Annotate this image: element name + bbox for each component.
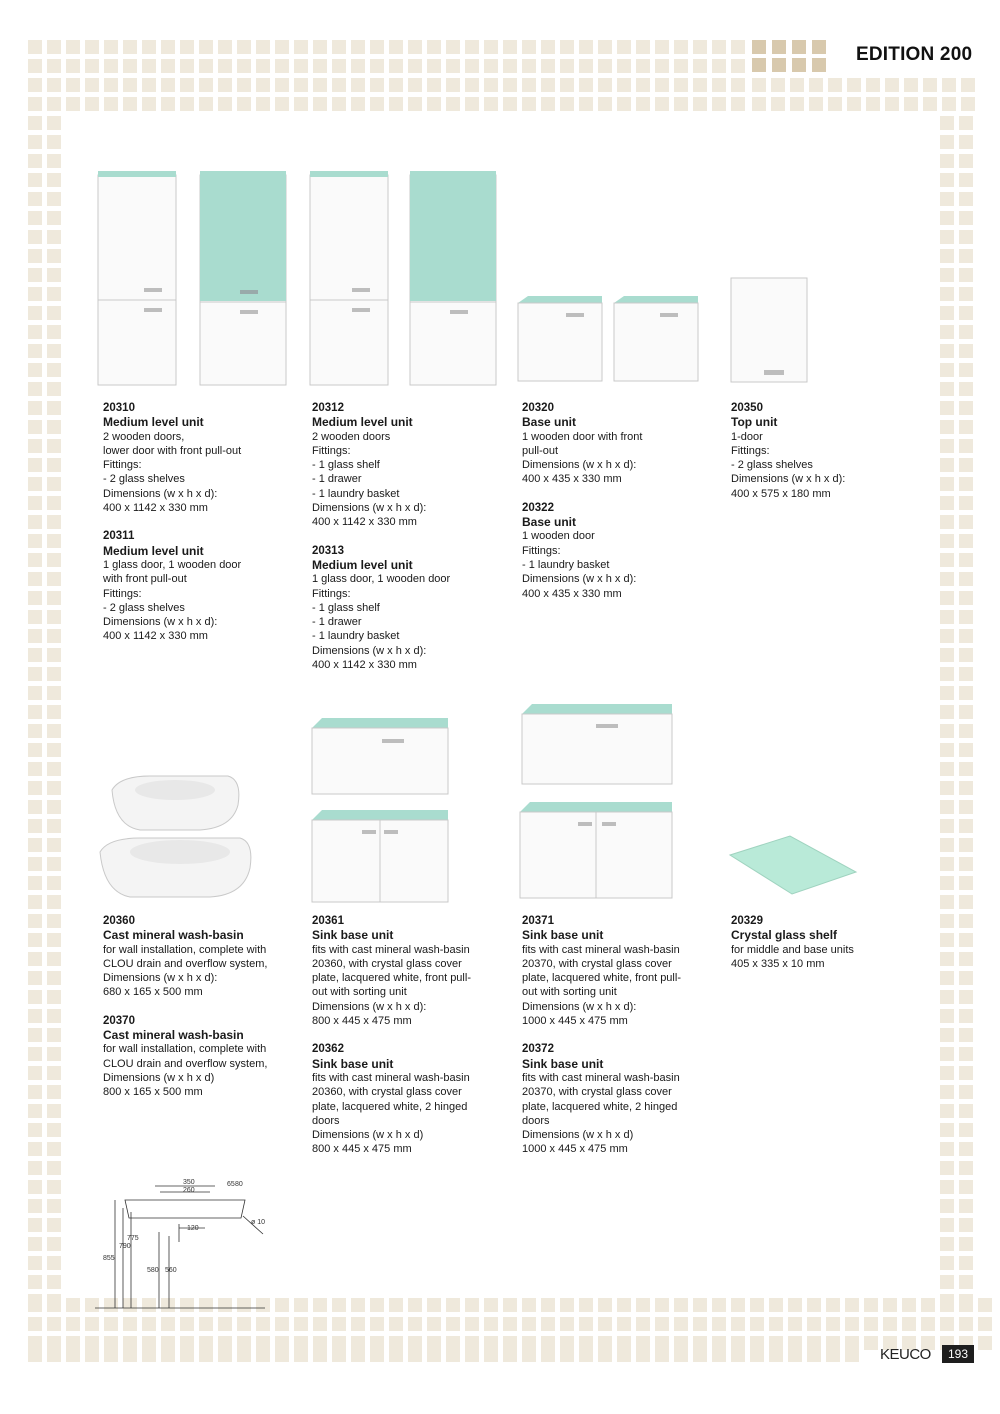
product-title: Base unit [522,415,577,430]
product-code: 20360 [103,915,135,927]
product-entry [522,501,642,601]
product-detail-line: 400 x 435 x 330 mm [522,473,622,486]
dim-80: 80 [235,1181,243,1188]
product-detail-line: 1 glass door, 1 wooden door [312,573,451,586]
product-entry [522,401,642,487]
product-detail-line: - 1 laundry basket [522,558,610,571]
product-entry [103,529,241,643]
product-detail-line: 1 glass door, 1 wooden door [103,558,242,571]
image-20360 [112,776,239,830]
product-detail-line: doors [522,1114,550,1127]
product-detail-line: 400 x 1142 x 330 mm [103,502,208,515]
product-detail-line: Dimensions (w x h x d): [522,459,637,472]
product-entry [312,914,471,1028]
product-detail-line: 20370, with crystal glass cover [522,1086,672,1099]
product-code: 20322 [522,501,554,514]
image-20312 [310,171,388,385]
image-20310 [98,171,176,385]
product-detail-line: for middle and base units [731,943,854,956]
product-code: 20361 [312,915,344,927]
column-2 [312,401,450,686]
product-detail-line: 400 x 1142 x 330 mm [103,630,208,643]
column-4 [731,401,845,515]
image-20370 [100,838,251,897]
product-detail-line: fits with cast mineral wash-basin [312,943,470,956]
dim-580: 580 [147,1267,159,1274]
product-detail-line: - 1 glass shelf [312,601,380,614]
image-20322 [614,296,698,381]
product-detail-line: 405 x 335 x 10 mm [731,957,825,970]
product-title: Crystal glass shelf [731,928,838,943]
product-code: 20362 [312,1043,344,1056]
product-detail-line: 2 wooden doors [312,430,391,443]
product-detail-line: 1-door [731,430,763,443]
product-title: Sink base unit [522,928,604,943]
product-detail-line: Dimensions (w x h x d): [312,644,427,657]
product-detail-line: Dimensions (w x h x d): [103,972,218,985]
product-entry [312,1042,471,1156]
product-detail-line: 800 x 165 x 500 mm [103,1086,203,1099]
dim-560: 560 [165,1267,177,1274]
product-detail-line: Fittings: [731,444,770,457]
product-entry [312,401,450,530]
product-code: 20350 [731,402,763,414]
product-title: Medium level unit [103,543,204,558]
image-20329 [730,836,856,894]
product-code: 20313 [312,544,344,557]
product-detail-line: - 1 drawer [312,616,362,629]
image-20350 [731,278,807,382]
product-detail-line: 1 wooden door [522,530,595,543]
column-6 [312,914,471,1171]
dim-260: 260 [183,1187,195,1194]
product-detail-line: Dimensions (w x h x d): [731,473,846,486]
product-entry [522,914,681,1028]
product-entry [103,914,267,1000]
column-5 [103,914,267,1114]
image-20311 [200,171,286,385]
product-code: 20320 [522,402,554,414]
product-detail-line: 400 x 575 x 180 mm [731,487,831,500]
brand-logo: KEUCO [880,1346,931,1363]
product-detail-line: plate, lacquered white, front pull- [312,972,471,985]
product-entry [103,401,241,515]
dim-790: 790 [119,1243,131,1250]
column-7 [522,914,681,1171]
column-3 [522,401,642,615]
product-code: 20329 [731,915,763,927]
product-detail-line: 20360, with crystal glass cover [312,957,462,970]
product-detail-line: - 2 glass shelves [103,473,185,486]
product-entry [312,544,450,673]
product-code: 20372 [522,1043,554,1056]
product-detail-line: - 2 glass shelves [103,601,185,614]
product-detail-line: Fittings: [103,587,142,600]
product-title: Top unit [731,415,778,430]
dim-diameter-10: ø 10 [251,1219,266,1226]
product-detail-line: Fittings: [312,444,351,457]
dim-65: 65 [227,1181,235,1188]
product-detail-line: Dimensions (w x h x d): [103,616,218,629]
product-detail-line: plate, lacquered white, 2 hinged [522,1100,678,1113]
product-detail-line: 1000 x 445 x 475 mm [522,1143,628,1156]
column-8 [731,914,854,985]
product-detail-line: plate, lacquered white, front pull- [522,972,681,985]
product-detail-line: fits with cast mineral wash-basin [312,1071,470,1084]
dim-855: 855 [103,1255,115,1262]
column-1 [103,401,241,658]
product-detail-line: Dimensions (w x h x d): [312,1000,427,1013]
product-title: Sink base unit [522,1056,604,1071]
product-detail-line: Fittings: [522,544,561,557]
product-detail-line: 800 x 445 x 475 mm [312,1143,412,1156]
product-detail-line: Dimensions (w x h x d) [522,1129,634,1142]
product-detail-line: 400 x 1142 x 330 mm [312,516,417,529]
product-entry [103,1014,267,1100]
product-code: 20310 [103,402,135,414]
product-detail-line: 2 wooden doors, [103,430,185,443]
product-detail-line: CLOU drain and overflow system, [103,957,268,970]
product-detail-line: Fittings: [103,459,142,472]
product-detail-line: doors [312,1114,340,1127]
product-title: Medium level unit [312,557,413,572]
product-detail-line: plate, lacquered white, 2 hinged [312,1100,468,1113]
product-detail-line: - 1 laundry basket [312,487,400,500]
product-detail-line: lower door with front pull-out [103,444,242,457]
product-entry [522,1042,681,1156]
product-detail-line: 1000 x 445 x 475 mm [522,1015,628,1028]
product-code: 20370 [103,1014,135,1027]
product-detail-line: 800 x 445 x 475 mm [312,1015,412,1028]
product-detail-line: Dimensions (w x h x d): [312,502,427,515]
product-title: Medium level unit [312,415,413,430]
product-detail-line: CLOU drain and overflow system, [103,1057,268,1070]
dim-350: 350 [183,1179,195,1186]
product-detail-line: Fittings: [312,587,351,600]
product-title: Cast mineral wash-basin [103,1028,244,1043]
product-code: 20312 [312,402,344,414]
image-20372 [520,802,672,898]
product-detail-line: Dimensions (w x h x d): [522,573,637,586]
product-entry [731,914,854,971]
product-detail-line: pull-out [522,444,559,457]
image-20320 [518,296,602,381]
product-detail-line: out with sorting unit [522,986,617,999]
product-title: Base unit [522,515,577,530]
product-code: 20311 [103,530,135,543]
product-detail-line: 1 wooden door with front [522,430,643,443]
product-detail-line: - 2 glass shelves [731,459,813,472]
page-number: 193 [942,1345,974,1363]
image-20371 [522,704,672,784]
product-detail-line: out with sorting unit [312,986,407,999]
product-detail-line: Dimensions (w x h x d): [522,1000,637,1013]
image-20361 [312,718,448,794]
product-detail-line: 400 x 435 x 330 mm [522,587,622,600]
product-detail-line: Dimensions (w x h x d) [312,1129,424,1142]
product-entry [731,401,845,501]
image-20362 [312,810,448,902]
product-detail-line: 20370, with crystal glass cover [522,957,672,970]
product-detail-line: 680 x 165 x 500 mm [103,986,203,999]
product-detail-line: for wall installation, complete with [103,1043,267,1056]
product-detail-line: with front pull-out [103,573,187,586]
product-code: 20371 [522,915,554,927]
dim-775: 775 [127,1235,139,1242]
product-detail-line: for wall installation, complete with [103,943,267,956]
product-detail-line: Dimensions (w x h x d) [103,1071,215,1084]
image-20313 [410,171,496,385]
product-title: Sink base unit [312,928,394,943]
product-title: Medium level unit [103,415,204,430]
product-detail-line: fits with cast mineral wash-basin [522,943,680,956]
product-detail-line: - 1 laundry basket [312,630,400,643]
product-detail-line: fits with cast mineral wash-basin [522,1071,680,1084]
technical-drawing [95,1172,295,1322]
product-detail-line: - 1 glass shelf [312,459,380,472]
product-detail-line: 20360, with crystal glass cover [312,1086,462,1099]
product-detail-line: - 1 drawer [312,473,362,486]
product-title: Sink base unit [312,1056,394,1071]
product-detail-line: Dimensions (w x h x d): [103,487,218,500]
product-title: Cast mineral wash-basin [103,928,244,943]
edition-title: EDITION 200 [856,44,973,65]
dim-120: 120 [187,1225,199,1232]
product-detail-line: 400 x 1142 x 330 mm [312,659,417,672]
